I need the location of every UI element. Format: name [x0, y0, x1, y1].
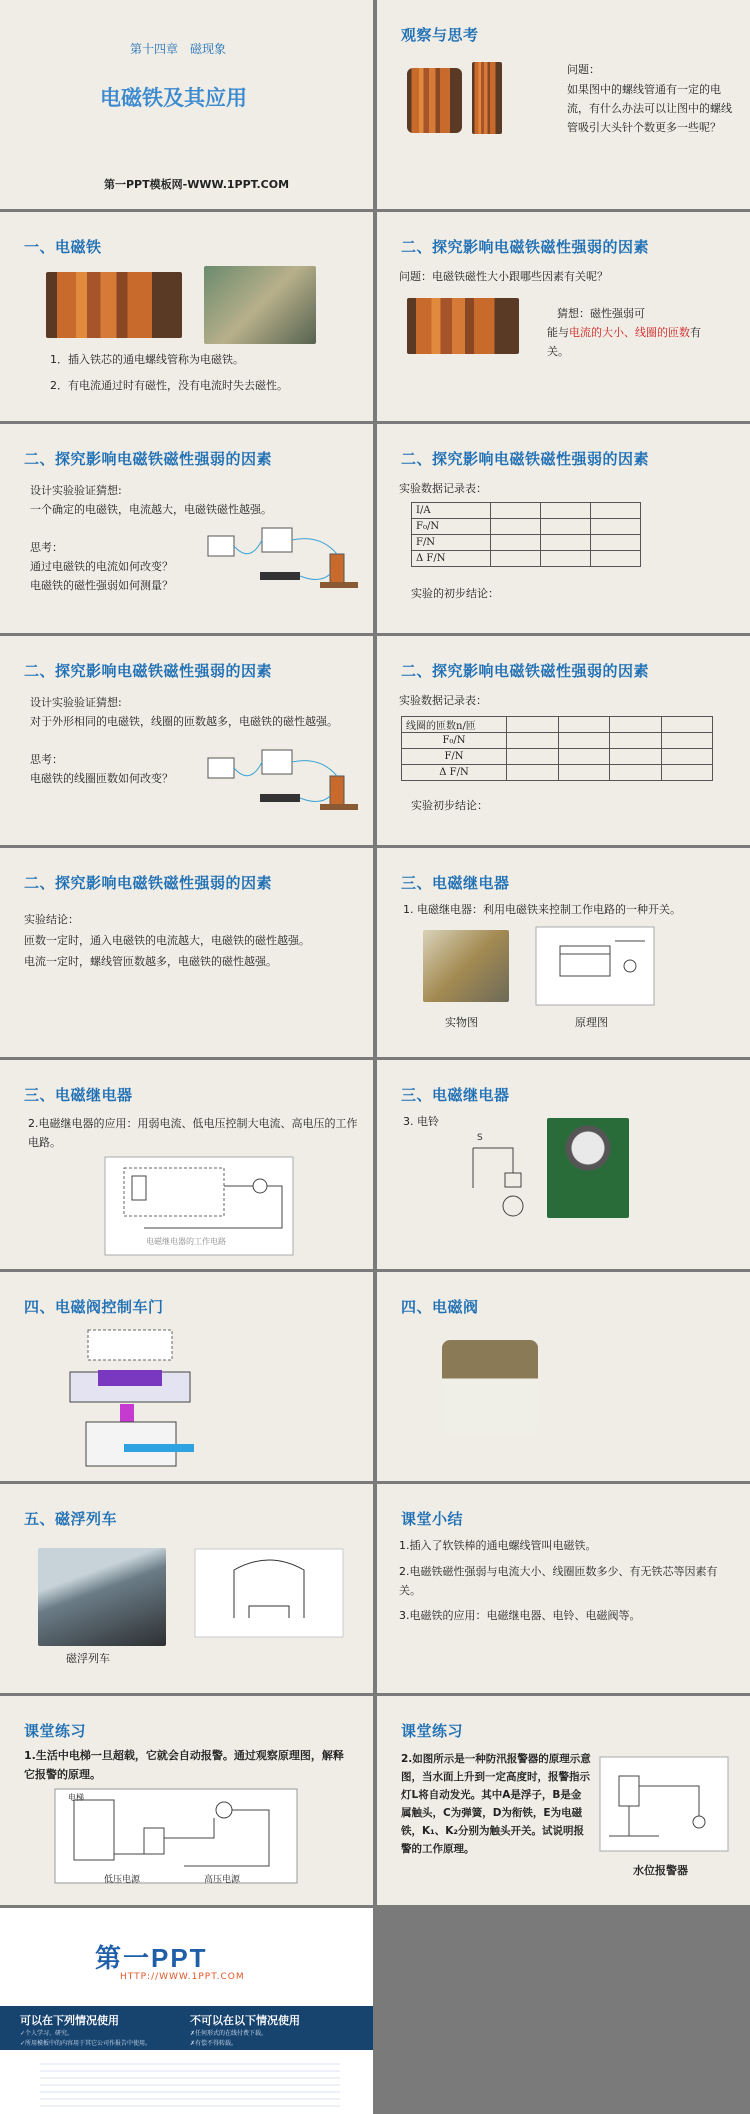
line-1: 实验结论：: [24, 913, 79, 926]
bell-diagram: [463, 1128, 533, 1220]
valve-door-diagram: [60, 1324, 200, 1474]
guess-highlight: 电流的大小、线圈的匝数: [569, 326, 690, 339]
data-table: [401, 716, 713, 781]
exercise-text: 2.如图所示是一种防汛报警器的原理示意图，当水面上升到一定高度时，报警指示灯L将自动发光。其中A是浮子，B是金属触头，C为弹簧，D为衔铁，E为电磁铁，K₁、K₂分别为触头开关。试说明报警的工作原理。: [401, 1753, 591, 1855]
slide-title: 课堂练习: [401, 1722, 464, 1740]
chapter-label: 第十四章 磁现象: [130, 42, 227, 56]
label-elevator: 电梯: [68, 1793, 84, 1802]
slide-title: 二、探究影响电磁铁磁性强弱的因素: [401, 662, 650, 680]
slide-bell: [377, 1060, 750, 1269]
caption: 磁浮列车: [66, 1652, 110, 1665]
row-label: Δ F/N: [402, 765, 507, 781]
crane-image: [204, 266, 316, 344]
question: 问题：电磁铁磁性大小跟哪些因素有关呢？: [399, 270, 608, 283]
row-label: F/N: [412, 535, 491, 551]
electromagnet-image: [46, 272, 182, 338]
apparatus-diagram: [200, 746, 365, 826]
line-1: 设计实验验证猜想:: [30, 484, 122, 497]
line-3: 思考：: [30, 541, 63, 554]
slide-valve-door: [0, 1272, 373, 1481]
footer-left-note: ✓所用模板中的内容用于其它公司作报告中使用。: [20, 2040, 152, 2047]
label-high-voltage: 高压电源: [204, 1875, 241, 1885]
footer-left-note: ✓个人学习、研究。: [20, 2030, 74, 2037]
row-label: F₀/N: [412, 519, 491, 535]
row-label: 线圈的匝数n/匝: [402, 717, 507, 733]
apparatus-diagram: [200, 524, 365, 604]
slide-explore-1: [377, 212, 750, 421]
summary-2: 2.电磁铁磁性强弱与电流大小、线圈匝数多少、有无铁芯等因素有关。: [399, 1565, 718, 1597]
line-2: 匝数一定时，通入电磁铁的电流越大，电磁铁的磁性越强。: [24, 934, 310, 947]
slide-explore-3: [0, 636, 373, 845]
caption: 电磁继电器的工作电路: [146, 1237, 226, 1246]
slide-title: 二、探究影响电磁铁磁性强弱的因素: [401, 450, 650, 468]
line-5: 电磁铁的磁性强弱如何测量？: [30, 579, 173, 592]
slide-table-1: [377, 424, 750, 633]
slide-observe: [377, 0, 750, 209]
slide-title: 课堂小结: [401, 1510, 464, 1528]
svg-text:S: S: [477, 1133, 483, 1143]
slide-title: 四、电磁阀: [401, 1298, 479, 1316]
slide-title: 三、电磁继电器: [401, 874, 510, 892]
valve-photo: [442, 1340, 538, 1436]
point-1: 1．插入铁芯的通电螺线管称为电磁铁。: [50, 353, 244, 366]
conclusion-label: 实验初步结论：: [411, 799, 488, 812]
slide-title: 三、电磁继电器: [401, 1086, 510, 1104]
footer-band: [0, 2006, 373, 2050]
footer-logo: 第一PPT: [95, 1943, 208, 1973]
relay-photo: [423, 930, 509, 1002]
slide-summary: [377, 1484, 750, 1693]
coil-image: [407, 68, 462, 133]
footer-right-note: ✗有偿不得转载。: [190, 2040, 238, 2047]
row-label: F/N: [402, 749, 507, 765]
guess: [547, 304, 717, 361]
guess-line-1: 猜想：磁性强弱可: [557, 307, 645, 320]
slide-title: [0, 0, 373, 209]
guess-line-2: 能与: [547, 326, 569, 339]
question-label: 问题：: [567, 63, 600, 76]
slide-title: 四、电磁阀控制车门: [24, 1298, 164, 1316]
slide-title: 二、探究影响电磁铁磁性强弱的因素: [24, 450, 273, 468]
row-label: Δ F/N: [412, 551, 491, 567]
row-label: F₀/N: [402, 733, 507, 749]
guess-end: 有关。: [547, 326, 701, 358]
slide-exercise-1: [0, 1696, 373, 1905]
relay-schematic: [535, 926, 655, 1006]
footer-left-heading: 可以在下列情况使用: [20, 2014, 119, 2027]
line-1: 2.电磁继电器的应用：用弱电流、低电压控制大电流、高电压的工作电路。: [28, 1117, 358, 1149]
line-2: 一个确定的电磁铁，电流越大，电磁铁磁性越强。: [30, 503, 272, 516]
summary-3: 3.电磁铁的应用：电磁继电器、电铃、电磁阀等。: [399, 1609, 641, 1622]
line-4: 电磁铁的线圈匝数如何改变？: [30, 772, 173, 785]
electromagnet-image: [407, 298, 519, 354]
footer-link-list: [40, 2058, 340, 2108]
line-1: 3. 电铃: [403, 1115, 439, 1128]
point-2: 2．有电流通过时有磁性，没有电流时失去磁性。: [50, 379, 288, 392]
maglev-diagram: [194, 1548, 344, 1638]
slide-maglev: [0, 1484, 373, 1693]
slide-conclusion: [0, 848, 373, 1057]
conclusion-label: 实验的初步结论：: [411, 587, 499, 600]
flood-alarm-diagram: [599, 1756, 729, 1852]
footer-right-heading: 不可以在以下情况使用: [190, 2014, 300, 2027]
summary-1: 1.插入了软铁棒的通电螺线管叫电磁铁。: [399, 1539, 597, 1552]
slide-exercise-2: [377, 1696, 750, 1905]
bell-photo: [547, 1118, 629, 1218]
page-title: 电磁铁及其应用: [100, 86, 247, 110]
table-label: 实验数据记录表：: [399, 694, 487, 707]
data-table: [411, 502, 641, 567]
slide-relay: [377, 848, 750, 1057]
slide-title: 二、探究影响电磁铁磁性强弱的因素: [24, 662, 273, 680]
slide-title: 课堂练习: [24, 1722, 87, 1740]
slide-relay-app: [0, 1060, 373, 1269]
slide-title: 三、电磁继电器: [24, 1086, 133, 1104]
row-label: I/A: [412, 503, 491, 519]
elevator-alarm-diagram: [54, 1788, 298, 1884]
line-4: 通过电磁铁的电流如何改变？: [30, 560, 173, 573]
line-1: 1. 电磁继电器：利用电磁铁来控制工作电路的一种开关。: [403, 903, 681, 916]
line-3: 电流一定时，螺线管匝数越多，电磁铁的磁性越强。: [24, 955, 277, 968]
line-1: 设计实验验证猜想:: [30, 696, 122, 709]
label-low-voltage: 低压电源: [104, 1875, 141, 1885]
footer-url[interactable]: HTTP://WWW.1PPT.COM: [120, 1972, 245, 1982]
caption-schematic: 原理图: [575, 1016, 608, 1029]
slide-explore-2: [0, 424, 373, 633]
slide-title: 二、探究影响电磁铁磁性强弱的因素: [401, 238, 650, 256]
slide-title: 一、电磁铁: [24, 238, 102, 256]
footer-ad: [0, 1908, 373, 2114]
slide-title: 观察与思考: [401, 26, 479, 44]
line-2: 对于外形相同的电磁铁，线圈的匝数越多，电磁铁的磁性越强。: [30, 715, 338, 728]
slide-title: 二、探究影响电磁铁磁性强弱的因素: [24, 874, 273, 892]
caption-photo: 实物图: [445, 1016, 478, 1029]
subtitle: 第一PPT模板网-WWW.1PPT.COM: [104, 178, 290, 191]
maglev-photo: [38, 1548, 166, 1646]
coil-image: [472, 62, 502, 134]
exercise-text: 1.生活中电梯一旦超载，它就会自动报警。通过观察原理图，解释它报警的原理。: [24, 1749, 344, 1781]
line-3: 思考：: [30, 753, 63, 766]
slide-title: 五、磁浮列车: [24, 1510, 118, 1528]
slide-electromagnet: [0, 212, 373, 421]
footer-right-note: ✗任何形式的在线付费下载。: [190, 2030, 268, 2037]
slide-table-2: [377, 636, 750, 845]
table-label: 实验数据记录表：: [399, 482, 487, 495]
question-text: 如果图中的螺线管通有一定的电流，有什么办法可以让图中的螺线管吸引大头针个数更多一些呢？: [567, 83, 732, 134]
caption: 水位报警器: [633, 1864, 688, 1877]
slide-valve: [377, 1272, 750, 1481]
